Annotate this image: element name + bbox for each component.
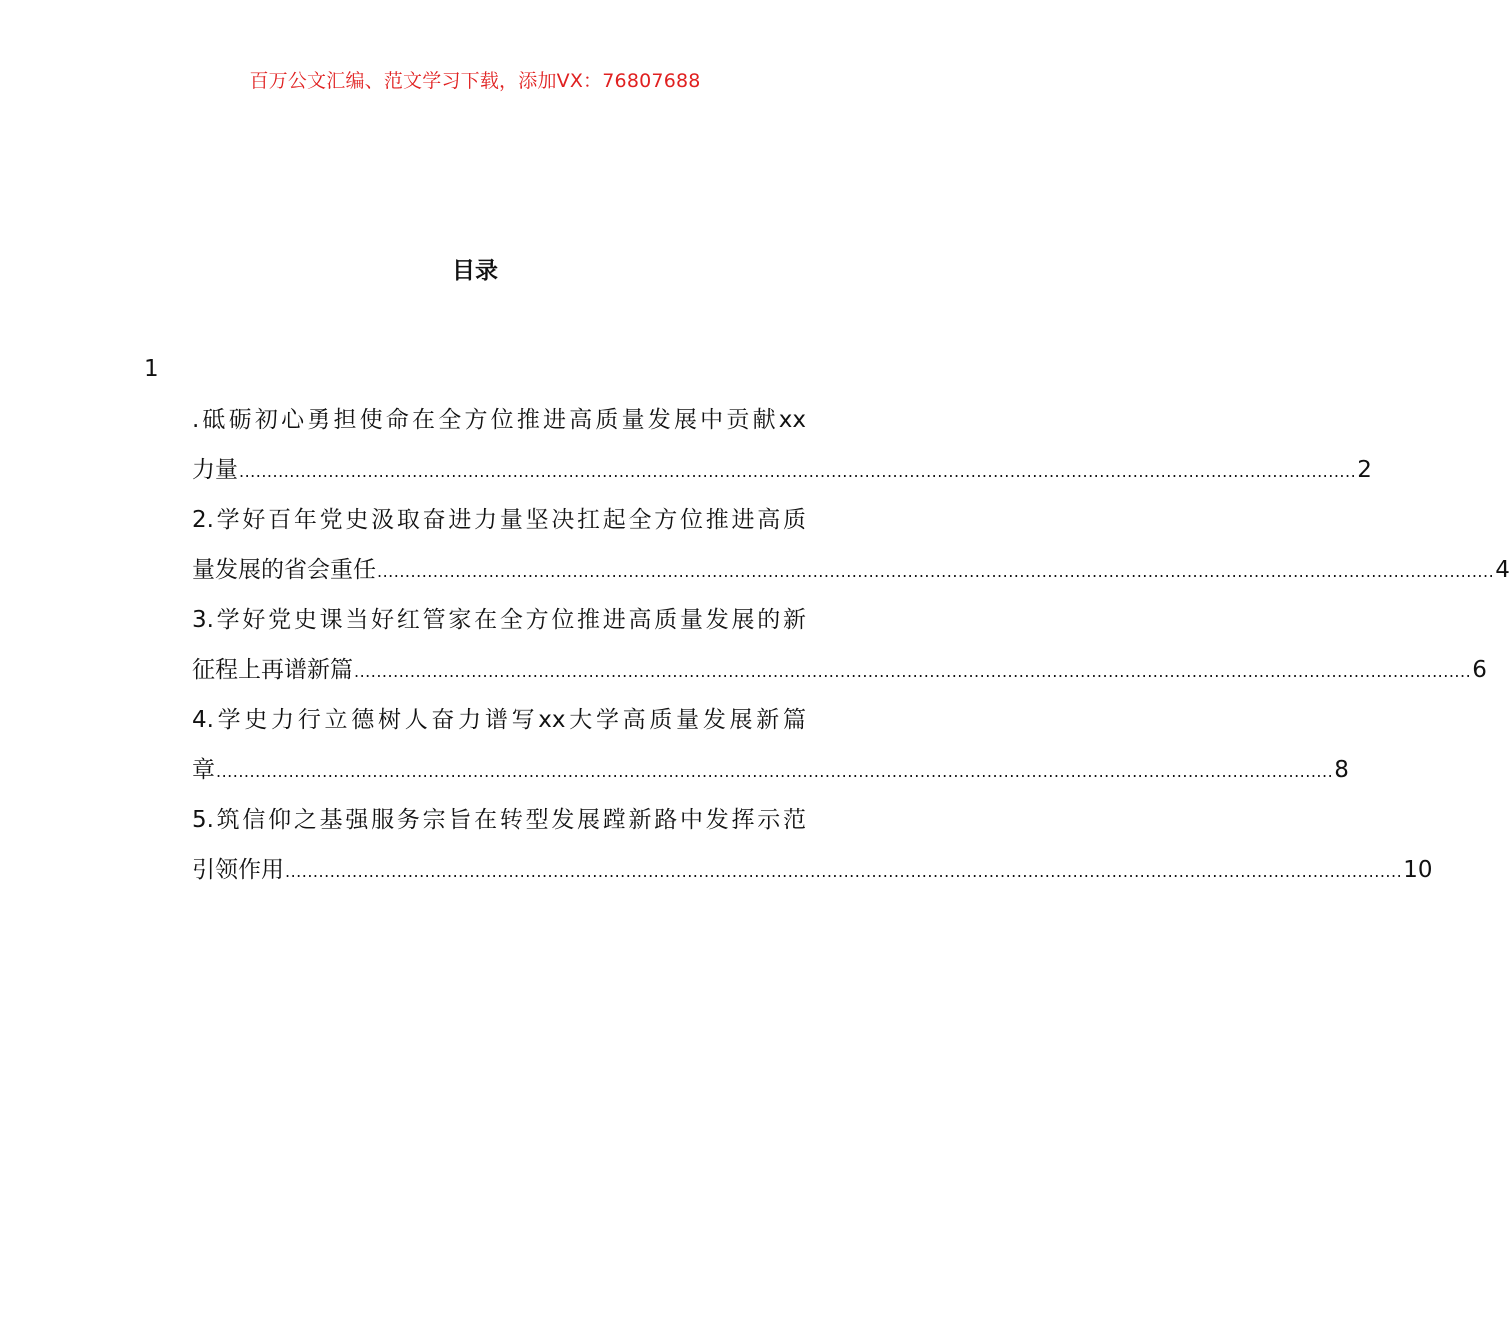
toc-entry-3[interactable] <box>192 595 1487 695</box>
toc-entry-title-line1: 3.学好党史课当好红管家在全方位推进高质量发展的新 <box>192 607 806 633</box>
toc-leading-number: 1 <box>144 356 159 382</box>
toc-entry-title-line2: 力量 <box>192 457 238 483</box>
toc-entry-5[interactable] <box>192 795 1433 895</box>
toc-entry-title-line1: 2.学好百年党史汲取奋进力量坚决扛起全方位推进高质 <box>192 507 806 533</box>
toc-entry-1[interactable] <box>192 395 1372 495</box>
toc-entry-page-number: 2 <box>1357 457 1372 483</box>
toc-list <box>192 395 1510 895</box>
toc-entry-title-line1: 4.学史力行立德树人奋力谱写xx大学高质量发展新篇 <box>192 707 806 733</box>
dot-leader: ........................................................................................................................................................................................................ <box>377 562 1495 581</box>
toc-entry-title-line1: 5.筑信仰之基强服务宗旨在转型发展蹚新路中发挥示范 <box>192 807 806 833</box>
toc-entry-title-line2: 征程上再谱新篇 <box>192 657 353 683</box>
toc-entry-page-number: 8 <box>1334 757 1349 783</box>
toc-entry-page-number: 10 <box>1403 857 1433 883</box>
toc-entry-4[interactable] <box>192 695 1349 795</box>
toc-entry-page-number: 4 <box>1495 557 1510 583</box>
toc-entry-title-line2: 量发展的省会重任 <box>192 557 376 583</box>
dot-leader: ........................................................................................................................................................................................................ <box>354 662 1472 681</box>
header-note: 百万公文汇编、范文学习下载，添加VX：76807688 <box>249 70 701 92</box>
dot-leader: ........................................................................................................................................................................................................ <box>285 862 1403 881</box>
toc-entry-title-line1: .砥砺初心勇担使命在全方位推进高质量发展中贡献xx <box>192 407 806 433</box>
toc-entry-title-line2: 引领作用 <box>192 857 284 883</box>
toc-entry-title-line2: 章 <box>192 757 215 783</box>
toc-entry-2[interactable] <box>192 495 1510 595</box>
dot-leader: ........................................................................................................................................................................................................ <box>239 462 1357 481</box>
toc-title: 目录 <box>452 258 498 284</box>
toc-entry-page-number: 6 <box>1472 657 1487 683</box>
dot-leader: ........................................................................................................................................................................................................ <box>216 762 1334 781</box>
